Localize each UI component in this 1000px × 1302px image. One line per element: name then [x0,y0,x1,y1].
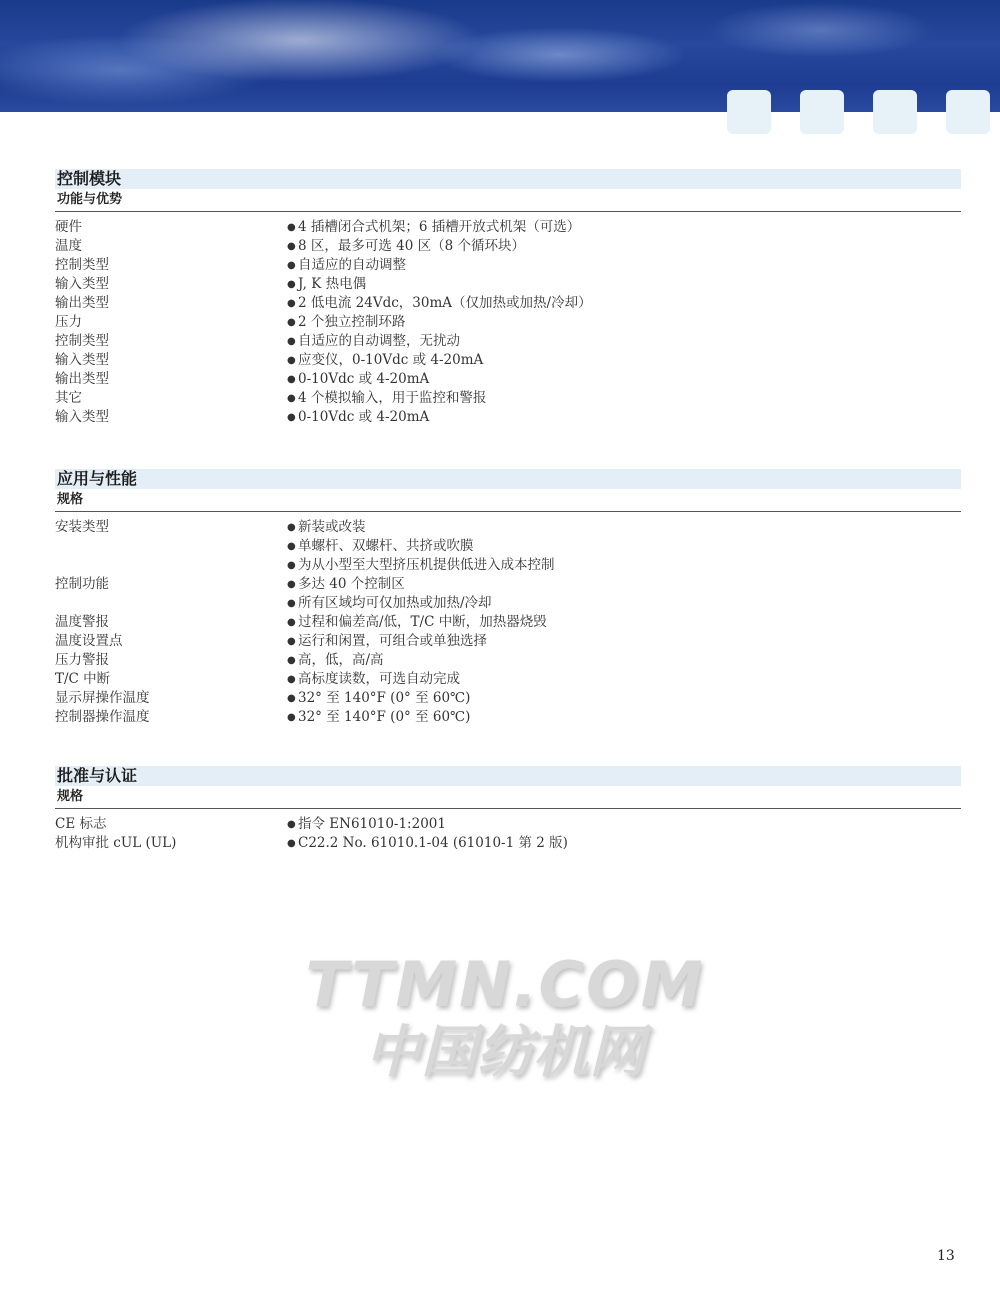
spec-value [287,389,486,408]
bullet-icon: ● [287,374,296,385]
spec-value [287,537,474,556]
bullet-icon: ● [287,819,296,830]
spec-row [55,518,961,537]
spec-label: 输出类型 [55,371,109,387]
spec-value-text: 运行和闲置，可组合或单独选择 [298,633,487,649]
bullet-icon: ● [287,241,296,252]
spec-row [55,632,961,651]
spec-list [55,218,961,427]
spec-value-text: 2 低电流 24Vdc，30mA（仅加热或加热/冷却） [298,295,592,311]
spec-value [287,332,460,351]
spec-value-text: J, K 热电偶 [298,276,367,292]
spec-label: 安装类型 [55,519,109,535]
tab-box-1 [727,90,771,134]
spec-row [55,575,961,594]
spec-label: 硬件 [55,219,82,235]
spec-value-text: 4 插槽闭合式机架；6 插槽开放式机架（可选） [298,219,581,235]
spec-label: 输入类型 [55,352,109,368]
bullet-icon: ● [287,260,296,271]
spec-row [55,351,961,370]
spec-row [55,237,961,256]
spec-row [55,332,961,351]
spec-value-text: 高标度读数，可选自动完成 [298,671,460,687]
bullet-icon: ● [287,560,296,571]
bullet-icon: ● [287,655,296,666]
section-subheading: 功能与优势 [55,189,961,212]
bullet-icon: ● [287,636,296,647]
tab-box-4 [946,90,990,134]
spec-label: 其它 [55,390,82,406]
spec-value-text: 高，低，高/高 [298,652,384,668]
spec-row [55,275,961,294]
spec-row [55,313,961,332]
section-application-performance [55,469,961,727]
bullet-icon: ● [287,317,296,328]
spec-row [55,651,961,670]
spec-value [287,815,446,834]
spec-row [55,256,961,275]
spec-value [287,294,592,313]
section-subheading: 规格 [55,489,961,512]
spec-value-text: 指令 EN61010-1:2001 [298,816,446,832]
spec-value [287,351,483,370]
bullet-icon: ● [287,298,296,309]
spec-value-text: 0-10Vdc 或 4-20mA [298,409,430,425]
spec-value [287,556,555,575]
spec-row [55,556,961,575]
spec-row [55,537,961,556]
watermark-line-2: 中国纺机网 [365,1020,645,1085]
bullet-icon: ● [287,541,296,552]
spec-label: 温度 [55,238,82,254]
spec-value [287,670,460,689]
bullet-icon: ● [287,674,296,685]
bullet-icon: ● [287,579,296,590]
section-heading: 应用与性能 [55,469,961,489]
spec-label: 机构审批 cUL (UL) [55,835,177,851]
spec-row [55,613,961,632]
bullet-icon: ● [287,355,296,366]
spec-row [55,389,961,408]
spec-row [55,689,961,708]
spec-value-text: 4 个模拟输入，用于监控和警报 [298,390,487,406]
spec-label: 压力 [55,314,82,330]
spec-value-text: 32° 至 140°F (0° 至 60℃) [298,690,471,706]
header-banner [0,0,1000,112]
section-approvals-certifications [55,766,961,853]
spec-value-text: 过程和偏差高/低，T/C 中断，加热器烧毁 [298,614,547,630]
spec-value-text: 所有区域均可仅加热或加热/冷却 [298,595,492,611]
page-number: 13 [937,1248,955,1264]
spec-value [287,256,406,275]
watermark [270,950,740,1086]
spec-value [287,218,580,237]
section-control-module [55,169,961,427]
spec-row [55,218,961,237]
spec-value [287,237,525,256]
spec-value-text: 自适应的自动调整 [298,257,406,273]
spec-row [55,370,961,389]
section-heading: 批准与认证 [55,766,961,786]
spec-value [287,408,429,427]
spec-value [287,834,568,853]
spec-value [287,313,405,332]
bullet-icon: ● [287,617,296,628]
spec-value-text: 自适应的自动调整，无扰动 [298,333,460,349]
spec-label: 温度设置点 [55,633,123,649]
spec-value-text: 应变仪，0-10Vdc 或 4-20mA [298,352,484,368]
spec-row [55,408,961,427]
bullet-icon: ● [287,279,296,290]
spec-label: 控制器操作温度 [55,709,150,725]
bullet-icon: ● [287,222,296,233]
spec-label: T/C 中断 [55,671,111,687]
bullet-icon: ● [287,412,296,423]
tab-box-2 [800,90,844,134]
spec-value-text: 为从小型至大型挤压机提供低进入成本控制 [298,557,555,573]
spec-value-text: 8 区，最多可选 40 区（8 个循环块） [298,238,526,254]
spec-value [287,370,429,389]
watermark-line-1: TTMN.COM [305,948,705,1021]
spec-label: CE 标志 [55,816,107,832]
spec-label: 控制类型 [55,333,109,349]
spec-row [55,815,961,834]
spec-value-text: 单螺杆、双螺杆、共挤或吹膜 [298,538,474,554]
spec-value [287,575,405,594]
spec-value-text: 2 个独立控制环路 [298,314,406,330]
spec-value [287,632,487,651]
spec-value [287,594,492,613]
spec-label: 温度警报 [55,614,109,630]
bullet-icon: ● [287,712,296,723]
bullet-icon: ● [287,838,296,849]
spec-label: 控制类型 [55,257,109,273]
spec-value [287,651,384,670]
spec-value-text: 多达 40 个控制区 [298,576,405,592]
bullet-icon: ● [287,522,296,533]
section-heading: 控制模块 [55,169,961,189]
spec-value [287,708,470,727]
spec-value-text: C22.2 No. 61010.1-04 (61010-1 第 2 版) [298,835,568,851]
spec-row [55,670,961,689]
section-subheading: 规格 [55,786,961,809]
spec-value-text: 32° 至 140°F (0° 至 60℃) [298,709,471,725]
spec-list [55,518,961,727]
spec-row [55,294,961,313]
spec-row [55,834,961,853]
spec-label: 控制功能 [55,576,109,592]
bullet-icon: ● [287,336,296,347]
spec-row [55,708,961,727]
spec-label: 输出类型 [55,295,109,311]
bullet-icon: ● [287,393,296,404]
spec-label: 显示屏操作温度 [55,690,150,706]
spec-value [287,613,547,632]
bullet-icon: ● [287,598,296,609]
bullet-icon: ● [287,693,296,704]
spec-value-text: 0-10Vdc 或 4-20mA [298,371,430,387]
spec-list [55,815,961,853]
spec-row [55,594,961,613]
spec-value [287,689,470,708]
spec-value [287,275,366,294]
spec-label: 输入类型 [55,276,109,292]
spec-label: 压力警报 [55,652,109,668]
tab-box-3 [873,90,917,134]
spec-value-text: 新装或改装 [298,519,366,535]
spec-label: 输入类型 [55,409,109,425]
spec-value [287,518,366,537]
